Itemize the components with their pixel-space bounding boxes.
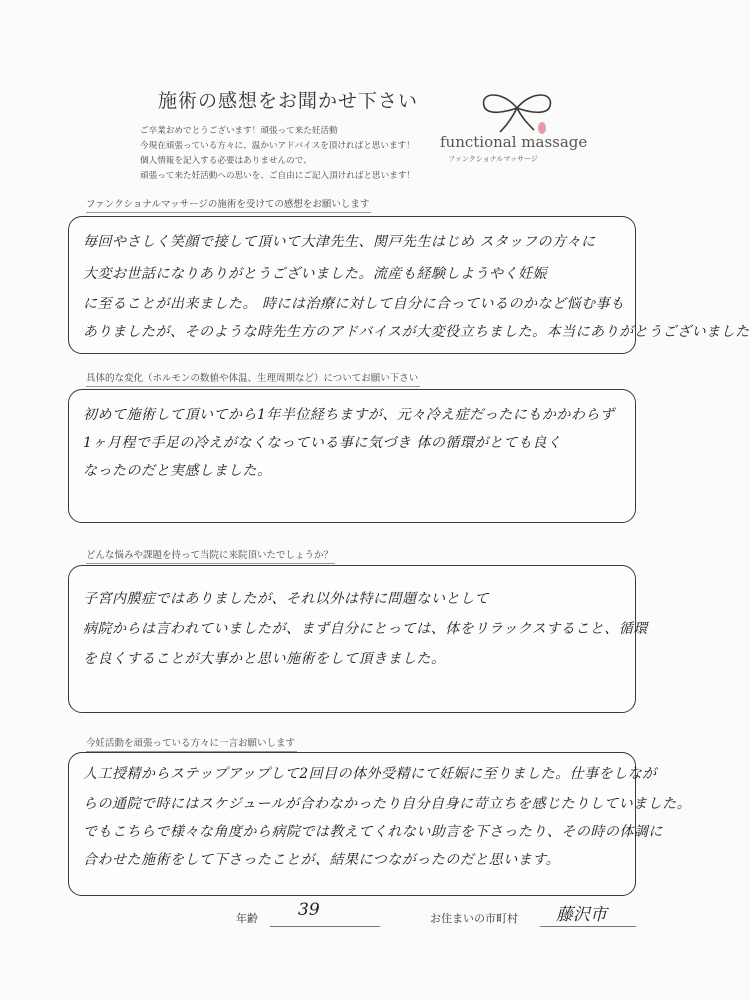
answer-line: なったのだと実感しました。 (83, 463, 272, 479)
section-label-changes: 具体的な変化（ホルモンの数値や体温、生理周期など）についてお願い下さい (86, 370, 418, 384)
answer-line: らの通院で時にはスケジュールが合わなかったり自分自身に苛立ちを感じたりしていました。 (83, 796, 692, 812)
city-underline (540, 926, 636, 927)
answer-box-concerns (68, 565, 648, 713)
age-value: 39 (298, 900, 320, 920)
brand-logo (420, 88, 620, 168)
answer-box-changes (68, 389, 636, 523)
intro-line: 今現在頑張っている方々に、温かいアドバイスを頂ければと思います！ (140, 141, 415, 151)
intro-text (140, 124, 415, 184)
answer-line: ありましたが、そのような時先生方のアドバイスが大変役立ちました。本当にありがとうございました (83, 324, 750, 340)
age-label: 年齢 (236, 912, 258, 925)
answer-box-message (68, 752, 692, 896)
intro-line: 頑張って来た妊活動への思いを、ご自由にご記入頂ければと思います！ (140, 171, 416, 181)
answer-line: 病院からは言われていましたが、まず自分にとっては、体をリラックスすること、循環 (83, 621, 648, 637)
answer-line: を良くすることが大事かと思い施術をして頂きました。 (83, 651, 446, 667)
answer-line: でもこちらで様々な角度から病院では教えてくれない助言を下さったり、その時の体調に (83, 824, 663, 840)
answer-line: 人工授精からステップアップして2回目の体外受精にて妊娠に至りました。仕事をしなが (83, 766, 657, 782)
answer-line: 子宮内膜症ではありましたが、それ以外は特に問題ないとして (83, 591, 489, 607)
city-label: お住まいの市町村 (430, 912, 518, 925)
logo-subtitle: ファンクショナルマッサージ (448, 155, 538, 163)
intro-line: 個人情報を記入する必要はありませんので、 (140, 156, 312, 166)
age-underline (270, 926, 380, 927)
logo-name: functional massage (440, 133, 588, 151)
answer-line: 大変お世話になりありがとうございました。流産も経験しようやく妊娠 (83, 266, 547, 282)
section-label-message: 今妊活動を頑張っている方々に一言お願いします (86, 735, 295, 749)
section-label-impressions: ファンクショナルマッサージの施術を受けての感想をお願いします (86, 196, 369, 210)
answer-line: 合わせた施術をして下さったことが、結果につながったのだと思います。 (83, 852, 561, 868)
answer-line: 1ヶ月程で手足の冷えがなくなっている事に気づき 体の循環がとても良く (83, 435, 562, 451)
answer-line: 毎回やさしく笑顔で接して頂いて大津先生、関戸先生はじめ スタッフの方々に (83, 234, 596, 250)
city-value: 藤沢市 (556, 905, 607, 925)
section-label-concerns: どんな悩みや課題を持って当院に来院頂いたでしょうか？ (86, 547, 333, 561)
answer-box-impressions (68, 216, 750, 354)
ribbon-bow-icon (472, 88, 562, 136)
intro-line: ご卒業おめでとうございます！頑張って来た妊活動 (140, 126, 338, 136)
answer-line: に至ることが出来ました。 時には治療に対して自分に合っているのかなど悩む事も (83, 296, 625, 312)
page-title: 施術の感想をお聞かせ下さい (158, 90, 419, 112)
answer-line: 初めて施術して頂いてから1年半位経ちますが、元々冷え症だったにもかかわらず (83, 407, 615, 423)
